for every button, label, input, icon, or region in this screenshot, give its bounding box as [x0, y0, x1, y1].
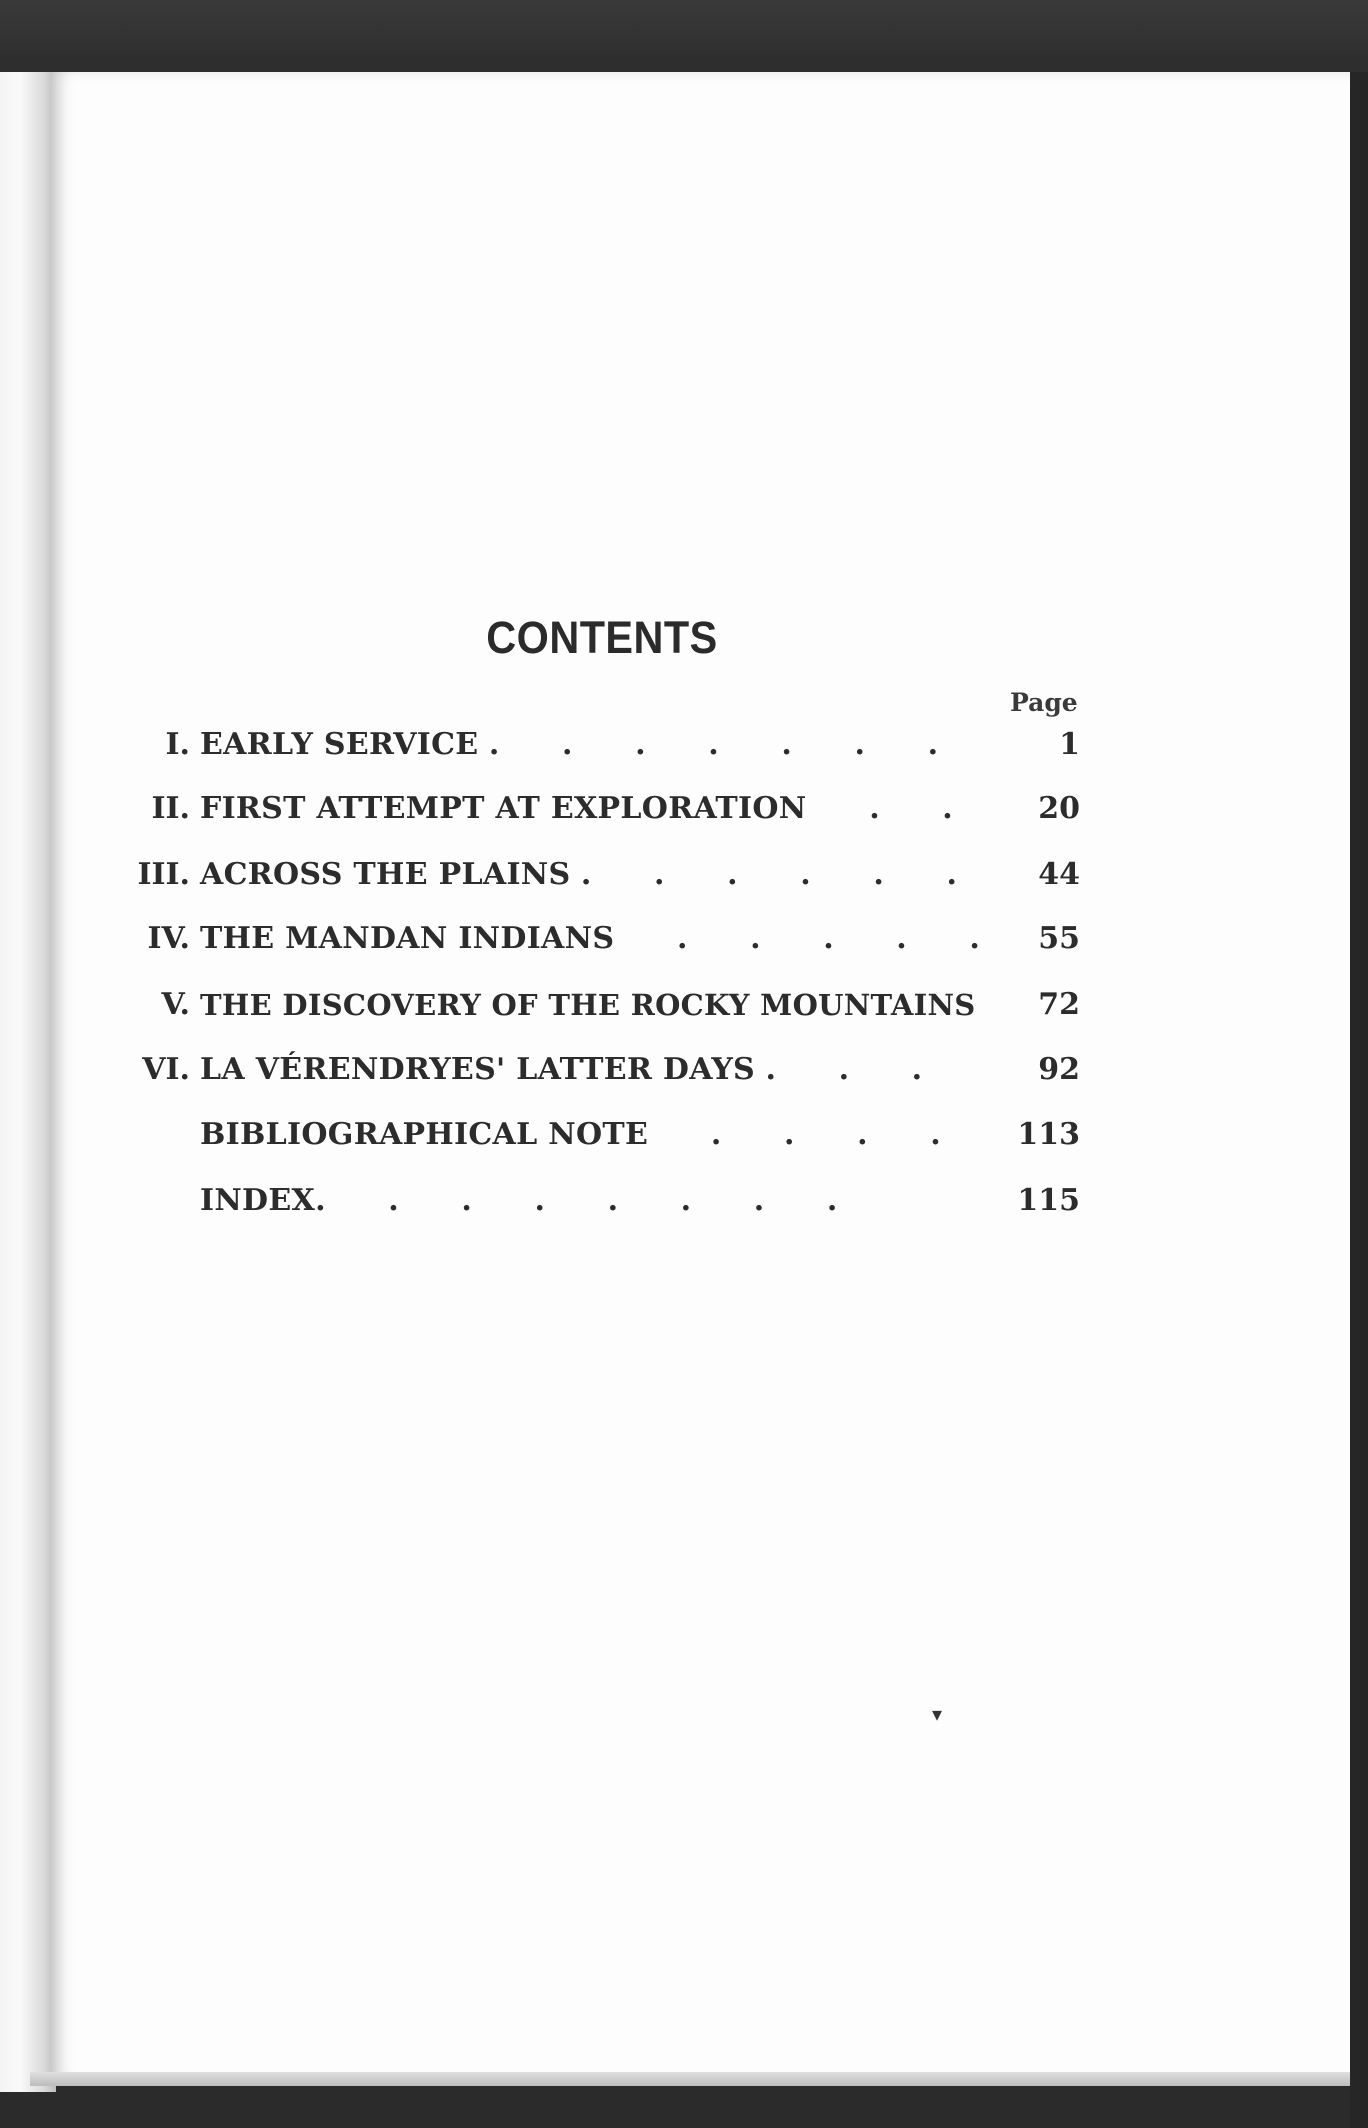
printer-mark: ▾ — [932, 1702, 943, 1726]
toc-entry-leader: . . . . . — [614, 921, 980, 956]
toc-entry-number: III. — [137, 857, 190, 892]
toc-entry-leader: . . . . . . — [570, 857, 957, 892]
toc-entry-leader: . . . — [755, 1052, 923, 1087]
toc-entry-title: THE MANDAN INDIANS . . . . . — [200, 921, 980, 956]
toc-entry-page: 72 — [1038, 987, 1080, 1022]
toc-entry-leader: . . . . — [648, 1117, 941, 1152]
toc-entry-title: ACROSS THE PLAINS . . . . . . — [200, 857, 957, 892]
page-title: CONTENTS — [486, 612, 718, 663]
toc-entry-number: V. — [161, 987, 190, 1022]
toc-entry — [0, 850, 1368, 900]
toc-entry-title: INDEX. . . . . . . . — [200, 1183, 838, 1218]
page-column-label: Page — [1010, 688, 1078, 717]
toc-entry-number: IV. — [147, 921, 190, 956]
toc-entry-page: 115 — [1017, 1183, 1080, 1218]
toc-entry — [0, 1176, 1368, 1226]
toc-entry-title: THE DISCOVERY OF THE ROCKY MOUNTAINS — [200, 988, 976, 1022]
toc-entry — [0, 1110, 1368, 1160]
toc-entry — [0, 914, 1368, 964]
toc-entry — [0, 1045, 1368, 1095]
toc-entry-page: 113 — [1017, 1117, 1080, 1152]
toc-entry-title: LA VÉRENDRYES' LATTER DAYS . . . — [200, 1052, 923, 1087]
toc-entry-number: I. — [165, 727, 190, 762]
toc-entry-title: EARLY SERVICE . . . . . . . — [200, 727, 939, 762]
toc-entry-title: BIBLIOGRAPHICAL NOTE . . . . — [200, 1117, 941, 1152]
toc-entry-page: 1 — [1059, 727, 1080, 762]
toc-entry-number: II. — [151, 791, 190, 826]
toc-entry-page: 44 — [1038, 857, 1080, 892]
toc-entry-number: VI. — [142, 1052, 190, 1087]
toc-entry-page: 55 — [1038, 921, 1080, 956]
toc-entry-leader: . . . . . . . . — [315, 1183, 838, 1218]
toc-entry — [0, 720, 1368, 770]
toc-entry-page: 20 — [1038, 791, 1080, 826]
toc-entry — [0, 784, 1368, 834]
toc-entry-leader: . . . . . . . — [478, 727, 939, 762]
toc-entry-page: 92 — [1038, 1052, 1080, 1087]
toc-entry-title: FIRST ATTEMPT AT EXPLORATION . . — [200, 791, 953, 826]
toc-entry-leader: . . — [806, 791, 953, 826]
toc-entry — [0, 980, 1368, 1030]
